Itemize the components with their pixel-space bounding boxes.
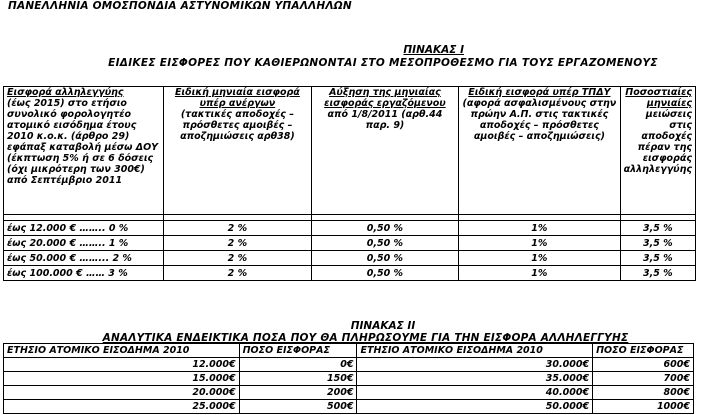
- table1-label: ΠΙΝΑΚΑΣ Ι: [403, 44, 464, 56]
- header-solidarity: Εισφορά αλληλεγγύης (έως 2015) στο ετήσιο συνολικό φορολογητέο ατομικό εισόδημα έτους 2010 κ.ο.κ. (άρθρο 29) εφάπαξ καταβολή μέσω ΔΟΥ (έκπτωση 5% ή σε 6 δόσεις (όχι μικρότερη των 300€) από Σεπτέμβριο 2011: [4, 87, 164, 215]
- table1-heading: [0, 44, 726, 69]
- header-tpdy: Ειδική εισφορά υπέρ ΤΠΔΥ (αφορά ασφαλισμένους στην πρώην Α.Π. στις τακτικές αποδοχές – πρόσθετες αμοιβές – αποζημιώσεις): [459, 87, 620, 215]
- contributions-header-row: [4, 87, 696, 215]
- table2-title: ΑΝΑΛΥΤΙΚΑ ΕΝΔΕΙΚΤΙΚΑ ΠΟΣΑ ΠΟΥ ΘΑ ΠΛΗΡΩΣΟΥΜΕ ΓΙΑ ΤΗΝ ΕΙΣΦΟΡΑ ΑΛΛΗΛΕΓΓΥΗΣ: [102, 332, 629, 344]
- table-row: έως 50.000 € ……... 2 % 2 % 0,50 % 1% 3,5 %: [4, 251, 696, 266]
- table-row: έως 100.000 € …… 3 % 2 % 0,50 % 1% 3,5 %: [4, 266, 696, 281]
- header-increase: Αύξηση της μηνιαίας εισφοράς εργαζόμενου από 1/8/2011 (αρθ.44 παρ. 9): [311, 87, 458, 215]
- table-row: 12.000€ 0€ 30.000€ 600€: [4, 358, 694, 372]
- table-row: 25.000€ 500€ 50.000€ 1000€: [4, 400, 694, 414]
- table2-heading: [0, 320, 726, 344]
- organization-title: ΠΑΝΕΛΛΗΝΙΑ ΟΜΟΣΠΟΝΔΙΑ ΑΣΤΥΝΟΜΙΚΩΝ ΥΠΑΛΛΗΛΩΝ: [8, 0, 352, 12]
- header-reductions: Ποσοστιαίες μηνιαίες μειώσεις στις αποδοχές πέραν της εισφοράς αλληλεγγύης: [620, 87, 695, 215]
- contributions-table: [3, 86, 696, 281]
- header-unemployment: Ειδική μηνιαία εισφορά υπέρ ανέργων (τακτικές αποδοχές – πρόσθετες αμοιβές – αποζημιώσεις αρθ38): [164, 87, 312, 215]
- table-row: έως 12.000 € …….. 0 % 2 % 0,50 % 1% 3,5 %: [4, 221, 696, 236]
- table-row: 20.000€ 200€ 40.000€ 800€: [4, 386, 694, 400]
- amounts-header-row: ΕΤΗΣΙΟ ΑΤΟΜΙΚΟ ΕΙΣΟΔΗΜΑ 2010 ΠΟΣΟ ΕΙΣΦΟΡΑΣ ΕΤΗΣΙΟ ΑΤΟΜΙΚΟ ΕΙΣΟΔΗΜΑ 2010 ΠΟΣΟ ΕΙΣΦΟΡΑΣ: [4, 344, 694, 358]
- amounts-table: [3, 343, 694, 414]
- table-row: έως 20.000 € …….. 1 % 2 % 0,50 % 1% 3,5 %: [4, 236, 696, 251]
- table1-title: ΕΙΔΙΚΕΣ ΕΙΣΦΟΡΕΣ ΠΟΥ ΚΑΘΙΕΡΩΝΟΝΤΑΙ ΣΤΟ ΜΕΣΟΠΡΟΘΕΣΜΟ ΓΙΑ ΤΟΥΣ ΕΡΓΑΖΟΜΕΝΟΥΣ: [108, 57, 658, 69]
- table2-label: ΠΙΝΑΚΑΣ ΙΙ: [350, 320, 416, 332]
- table-row: 15.000€ 150€ 35.000€ 700€: [4, 372, 694, 386]
